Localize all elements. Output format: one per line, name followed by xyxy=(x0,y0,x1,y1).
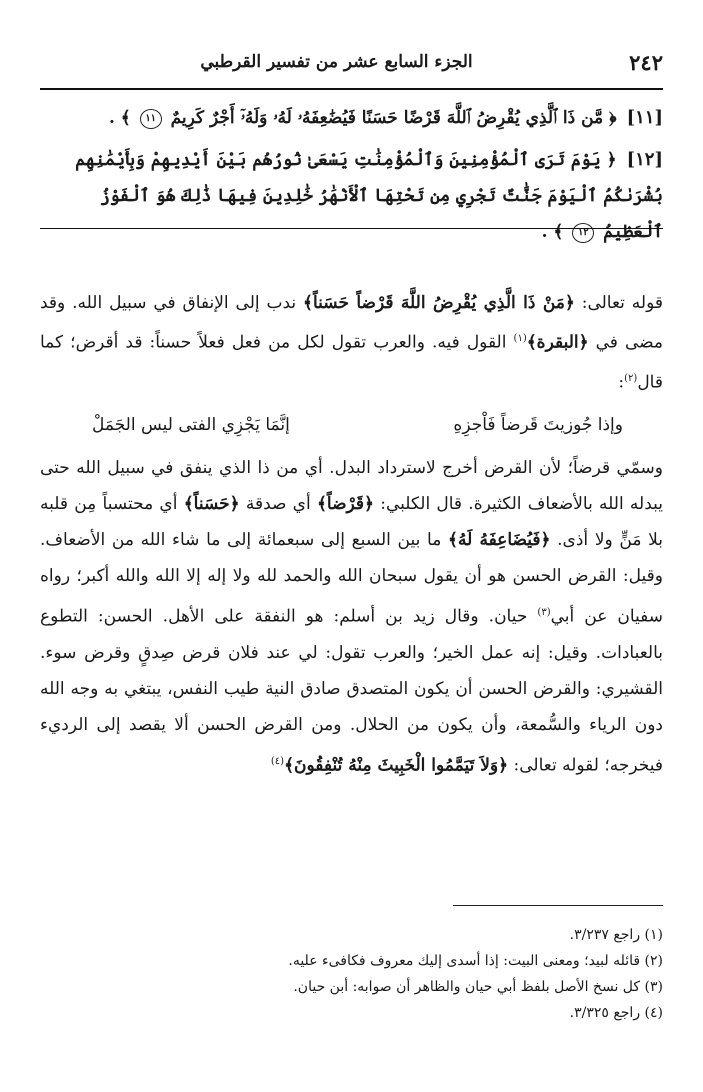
verse-12 xyxy=(40,142,663,250)
verse-end: ﴾ . xyxy=(108,108,131,128)
poem-hemistich-left: إنَّمَا يَجْزِي الفتى ليس الجَمَلْ xyxy=(92,415,290,436)
paragraph xyxy=(40,450,663,784)
verse-number: [١٢] xyxy=(626,149,663,170)
text-run: أي محتسباً مِن قلبه بلا مَنٍّ ولا أذى. xyxy=(40,493,664,551)
footnote: (٣) كل نسخ الأصل بلفظ أبي حيان والظاهر أن صوابه: أبن حيان. xyxy=(293,979,663,995)
poem-hemistich-right: وإذا جُوزيتَ قَرضاً فَاْجزِهِ xyxy=(453,415,623,436)
quran-quote: ﴿وَلاَ تَيَمَّمُوا الْخَبِيثَ مِنْهُ تُنْفِقُونَ﴾ xyxy=(284,755,509,776)
footnotes xyxy=(40,922,663,1026)
quran-quote: ﴿مَنْ ذَا الَّذِي يُقْرِضُ اللَّهَ قَرْضاً حَسَناً﴾ xyxy=(303,293,575,313)
page-header xyxy=(40,50,663,82)
text-run: القول فيه. والعرب تقول لكل من فعل فعلاً حسناً: قد أقرض؛ كما قال xyxy=(40,332,663,393)
text-run: وسمّي قرضاً؛ لأن القرض أخرج لاسترداد البدل. أي من ذا الذي ينفق في سبيل الله حتى يبدله الله بالأضعاف الكثيرة. قال الكلبي: xyxy=(40,457,663,514)
verse-rule xyxy=(40,228,663,229)
verse-text: ﴿ يَوْمَ تَرَى ٱلْمُؤْمِنِينَ وَٱلْمُؤْمِنَٰتِ يَسْعَىٰ نُورُهُم بَيْنَ أَيْدِيهِمْ وَبِأَيْمَٰنِهِم بُشْرَىٰكُمُ ٱلْيَوْمَ جَنَّٰتٌ تَجْرِي مِن تَحْتِهَا ٱلْأَنْهَٰرُ خَٰلِدِينَ فِيهَا ذَٰلِكَ هُوَ ٱلْفَوْزُ ٱلْعَظِيمُ xyxy=(75,150,663,242)
text-run: أي صدقة xyxy=(239,493,317,514)
footnote: (٤) راجع ٣/٣٢٥. xyxy=(569,1005,663,1021)
quran-quote: ﴿حَسَناً﴾ xyxy=(183,493,240,514)
footnote-ref: (٤) xyxy=(270,755,285,767)
text-run: قوله تعالى: xyxy=(574,293,664,313)
poem-verse xyxy=(40,401,663,449)
footnote-ref: (٣) xyxy=(537,606,551,618)
quran-quote: ﴿البقرة﴾ xyxy=(526,332,589,353)
running-title: الجزء السابع عشر من تفسير القرطبي xyxy=(200,52,473,72)
header-rule xyxy=(40,88,663,90)
verse-number: [١١] xyxy=(626,107,663,128)
ayah-end-marker: ١١ xyxy=(140,109,162,129)
verse-end: ﴾ . xyxy=(541,222,564,242)
quran-quote: ﴿فَيُضَاعِفَهُ لَهُ﴾ xyxy=(448,530,551,551)
verse-11 xyxy=(40,100,663,136)
quran-quote: ﴿قَرْضاً﴾ xyxy=(316,493,374,514)
footnote-ref: (٢) xyxy=(624,373,638,385)
text-run: حيان. وقال زيد بن أسلم: هو النفقة على الأهل. الحسن: التطوع بالعبادات. وقيل: إنه عمل الخير؛ والعرب تقول: لي عند فلان قرض صِدقٍ وقرض سوء. القشيري: والقرض الحسن أن يكون المتصدق صادق النية طيب النفس، يبتغي به وجه الله دون الرياء والسُّمعة، وأن يكون من الحلال. ومن القرض الحسن ألا يقصد إلى الرديء فيخرجه؛ لقوله تعالى: xyxy=(40,606,663,776)
commentary-body xyxy=(40,285,663,783)
ayah-end-marker: ١٢ xyxy=(572,223,594,243)
verse-text: ﴿ مَّن ذَا ٱلَّذِي يُقْرِضُ ٱللَّهَ قَرْضًا حَسَنًا فَيُضَٰعِفَهُۥ لَهُۥ وَلَهُۥٓ أَجْرٌ كَرِيمٌ xyxy=(170,108,617,128)
page-number: ٢٤٢ xyxy=(629,50,663,75)
text-run: ندب إلى الإنفاق في سبيل الله. وقد مضى في xyxy=(40,293,663,353)
paragraph xyxy=(40,285,663,401)
text-run: ما بين السبع إلى سبعمائة إلى ما شاء الله من الأضعاف. وقيل: القرض الحسن هو أن يقول سبحان الله والحمد لله ولا إله إلا الله والله أكبر؛ رواه سفيان عن أبي xyxy=(40,530,664,627)
footnote-rule xyxy=(453,905,663,906)
footnote-ref: (١) xyxy=(513,333,527,345)
footnote: (١) راجع ٣/٢٣٧. xyxy=(569,927,663,943)
text-run: : xyxy=(618,372,625,393)
footnote: (٢) قائله لبيد؛ ومعنى البيت: إذا أسدى إليك معروف فكافىء عليه. xyxy=(288,953,663,969)
